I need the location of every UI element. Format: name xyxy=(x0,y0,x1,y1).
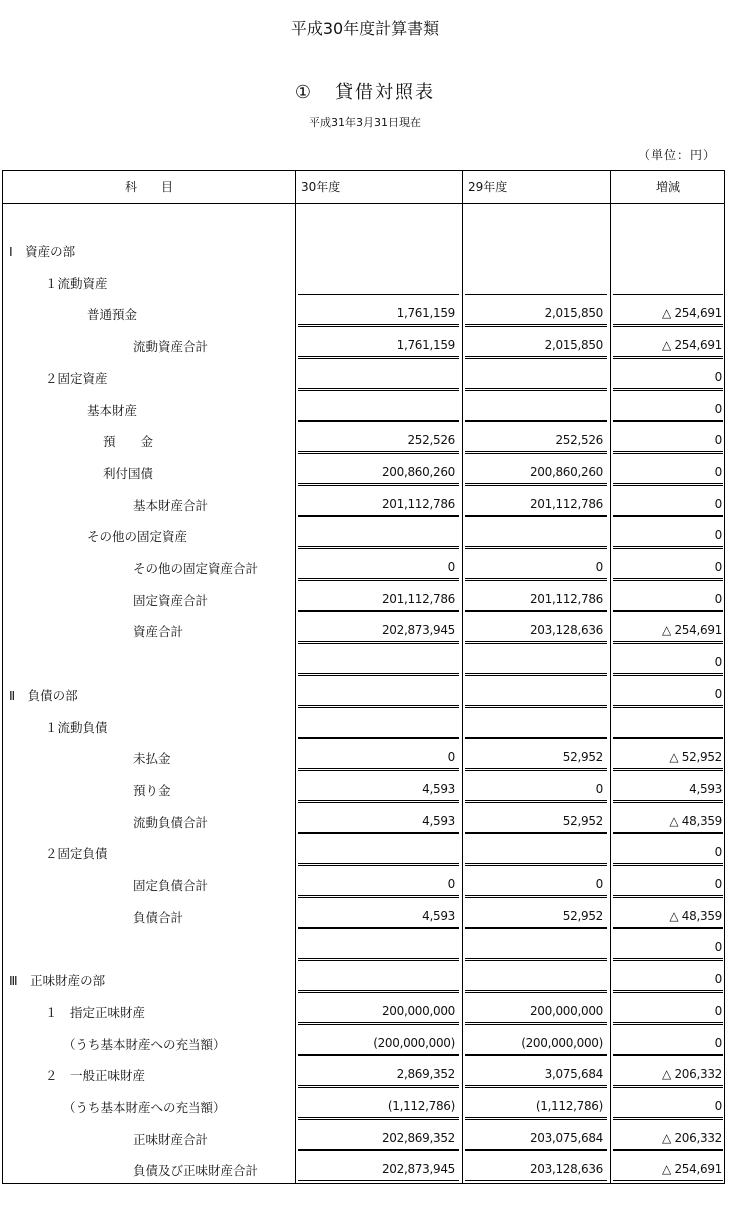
cell-border xyxy=(613,960,723,961)
cell-border xyxy=(465,548,607,549)
row-label: 基本財産 xyxy=(87,402,138,418)
change-value: 0 xyxy=(714,591,722,606)
balance-sheet-table xyxy=(2,170,725,1184)
cell-border xyxy=(298,326,459,327)
prior-year-value: 0 xyxy=(595,560,603,574)
cell-border xyxy=(298,643,459,644)
cell-border xyxy=(298,421,459,422)
prior-year-value: 0 xyxy=(595,877,603,891)
row-label: （うち基本財産への充当額） xyxy=(63,1036,226,1052)
cell-border xyxy=(613,833,723,834)
row-label: 利付国債 xyxy=(103,465,154,481)
current-year-value: 0 xyxy=(447,877,455,891)
row-label: 固定負債合計 xyxy=(133,878,209,893)
current-year-value: 252,526 xyxy=(407,433,455,448)
row-label: その他の固定資産合計 xyxy=(133,561,259,576)
row-label: 正味財産合計 xyxy=(133,1131,209,1147)
row-label: 負債及び正味財産合計 xyxy=(133,1163,259,1179)
current-year-value: 201,112,786 xyxy=(381,591,455,606)
prior-year-value: 201,112,786 xyxy=(529,496,603,511)
change-value: 0 xyxy=(714,686,722,701)
row-label: １流動負債 xyxy=(45,719,108,735)
change-value: △ 254,691 xyxy=(662,338,722,353)
current-year-value: 200,860,260 xyxy=(381,464,455,479)
cell-border xyxy=(298,548,459,549)
cell-border xyxy=(465,1119,607,1120)
cell-border xyxy=(298,453,459,454)
change-value: 0 xyxy=(714,433,722,448)
cell-border xyxy=(613,453,723,454)
current-year-value: 202,873,945 xyxy=(381,1162,455,1177)
current-year-value: (200,000,000) xyxy=(373,1035,455,1050)
header-subject: 科 目 xyxy=(124,180,173,194)
column-divider xyxy=(610,171,611,1183)
cell-border xyxy=(298,516,459,517)
prior-year-value: 203,075,684 xyxy=(529,1130,603,1145)
cell-border xyxy=(298,707,459,708)
cell-border xyxy=(298,294,459,295)
prior-year-value: 200,000,000 xyxy=(529,1003,603,1018)
cell-border xyxy=(465,865,607,866)
current-year-value: 1,761,159 xyxy=(396,306,455,321)
row-label: その他の固定資産 xyxy=(87,529,188,545)
row-label: 負債合計 xyxy=(133,909,184,925)
cell-border xyxy=(298,833,459,834)
row-label: ２ 一般正味財産 xyxy=(45,1068,146,1084)
row-label: 普通預金 xyxy=(87,307,138,323)
cell-border xyxy=(613,1087,723,1088)
change-value: 0 xyxy=(714,877,722,891)
cell-border xyxy=(298,960,459,961)
current-year-value: 4,593 xyxy=(422,781,455,796)
prior-year-value: (1,112,786) xyxy=(535,1098,603,1113)
cell-border xyxy=(465,1180,607,1181)
prior-year-value: 203,128,636 xyxy=(529,1162,603,1177)
cell-border xyxy=(613,294,723,295)
current-year-value: 0 xyxy=(447,750,455,765)
statement-name: 貸借対照表 xyxy=(335,82,436,103)
cell-border xyxy=(465,960,607,961)
cell-border xyxy=(465,1055,607,1056)
unit-label: （単位：円） xyxy=(637,148,716,162)
cell-border xyxy=(613,865,723,866)
cell-border xyxy=(465,897,607,898)
cell-border xyxy=(465,485,607,486)
cell-border xyxy=(298,770,459,771)
cell-border xyxy=(613,516,723,517)
cell-border xyxy=(613,770,723,771)
cell-border xyxy=(298,485,459,486)
cell-border xyxy=(613,1150,723,1151)
current-year-value: 200,000,000 xyxy=(381,1003,455,1018)
change-value: 0 xyxy=(714,1003,722,1018)
header-prior-year: 29年度 xyxy=(468,180,508,194)
cell-border xyxy=(613,1024,723,1025)
change-value: △ 254,691 xyxy=(662,306,722,321)
change-value: △ 52,952 xyxy=(669,750,722,765)
cell-border xyxy=(298,1150,459,1151)
cell-border xyxy=(465,1024,607,1025)
cell-border xyxy=(465,358,607,359)
current-year-value: 4,593 xyxy=(422,813,455,828)
prior-year-value: 3,075,684 xyxy=(544,1067,603,1082)
row-label: 預り金 xyxy=(133,782,171,798)
cell-border xyxy=(613,643,723,644)
row-label: 流動資産合計 xyxy=(133,339,209,355)
cell-border xyxy=(465,516,607,517)
cell-border xyxy=(298,897,459,898)
cell-border xyxy=(298,1119,459,1120)
current-year-value: 2,869,352 xyxy=(396,1067,455,1082)
change-value: 0 xyxy=(714,972,722,987)
prior-year-value: 200,860,260 xyxy=(529,464,603,479)
cell-border xyxy=(465,992,607,993)
current-year-value: 4,593 xyxy=(422,908,455,923)
cell-border xyxy=(465,802,607,803)
cell-border xyxy=(613,548,723,549)
prior-year-value: 52,952 xyxy=(562,908,603,923)
header-bottom-line xyxy=(3,203,724,204)
cell-border xyxy=(298,611,459,612)
cell-border xyxy=(613,928,723,929)
cell-border xyxy=(465,643,607,644)
prior-year-value: 52,952 xyxy=(562,813,603,828)
cell-border xyxy=(465,833,607,834)
current-year-value: 201,112,786 xyxy=(381,496,455,511)
change-value: 0 xyxy=(714,655,722,670)
prior-year-value: 2,015,850 xyxy=(544,338,603,353)
cell-border xyxy=(465,707,607,708)
cell-border xyxy=(298,580,459,581)
row-label: １流動資産 xyxy=(45,275,108,291)
cell-border xyxy=(465,421,607,422)
current-year-value: 1,761,159 xyxy=(396,338,455,353)
row-label: Ⅰ 資産の部 xyxy=(9,244,76,259)
header-change: 増減 xyxy=(655,180,680,194)
row-label: 流動負債合計 xyxy=(133,814,209,830)
cell-border xyxy=(613,485,723,486)
cell-border xyxy=(613,358,723,359)
cell-border xyxy=(613,707,723,708)
cell-border xyxy=(298,1180,459,1181)
change-value: △ 254,691 xyxy=(662,1162,722,1177)
current-year-value: 0 xyxy=(447,560,455,574)
change-value: 4,593 xyxy=(689,781,722,796)
cell-border xyxy=(298,865,459,866)
change-value: △ 48,359 xyxy=(669,813,722,828)
cell-border xyxy=(613,326,723,327)
cell-border xyxy=(298,802,459,803)
row-label: 未払金 xyxy=(133,751,171,767)
cell-border xyxy=(298,738,459,739)
row-label: Ⅲ 正味財産の部 xyxy=(9,973,106,989)
prior-year-value: 52,952 xyxy=(562,750,603,765)
cell-border xyxy=(298,675,459,676)
cell-border xyxy=(298,992,459,993)
cell-border xyxy=(465,580,607,581)
row-label: （うち基本財産への充当額） xyxy=(63,1099,226,1115)
cell-border xyxy=(465,390,607,391)
row-label: 資産合計 xyxy=(133,624,184,640)
as-of-date: 平成31年3月31日現在 xyxy=(309,116,421,129)
cell-border xyxy=(465,928,607,929)
change-value: 0 xyxy=(714,940,722,955)
column-divider xyxy=(295,171,296,1183)
cell-border xyxy=(613,675,723,676)
cell-border xyxy=(613,802,723,803)
change-value: 0 xyxy=(714,1035,722,1050)
document-title: 平成30年度計算書類 xyxy=(290,19,440,38)
current-year-value: (1,112,786) xyxy=(387,1098,455,1113)
cell-border xyxy=(465,611,607,612)
cell-border xyxy=(298,1024,459,1025)
column-divider xyxy=(462,171,463,1183)
cell-border xyxy=(613,421,723,422)
cell-border xyxy=(613,1119,723,1120)
change-value: 0 xyxy=(714,1098,722,1113)
change-value: 0 xyxy=(714,401,722,416)
cell-border xyxy=(613,1180,723,1181)
cell-border xyxy=(613,580,723,581)
row-label: Ⅱ 負債の部 xyxy=(9,687,78,703)
cell-border xyxy=(613,992,723,993)
row-label: ２固定負債 xyxy=(45,846,108,862)
change-value: 0 xyxy=(714,845,722,860)
cell-border xyxy=(465,770,607,771)
prior-year-value: (200,000,000) xyxy=(521,1035,603,1050)
change-value: △ 206,332 xyxy=(662,1067,722,1082)
cell-border xyxy=(298,358,459,359)
prior-year-value: 201,112,786 xyxy=(529,591,603,606)
current-year-value: 202,869,352 xyxy=(381,1130,455,1145)
change-value: 0 xyxy=(714,560,722,574)
change-value: △ 254,691 xyxy=(662,623,722,638)
cell-border xyxy=(298,1087,459,1088)
prior-year-value: 203,128,636 xyxy=(529,623,603,638)
change-value: △ 48,359 xyxy=(669,908,722,923)
change-value: 0 xyxy=(714,496,722,511)
row-label: 固定資産合計 xyxy=(133,592,209,608)
cell-border xyxy=(613,897,723,898)
prior-year-value: 2,015,850 xyxy=(544,306,603,321)
cell-border xyxy=(298,1055,459,1056)
cell-border xyxy=(465,294,607,295)
row-label: 預 金 xyxy=(103,434,154,450)
cell-border xyxy=(465,675,607,676)
change-value: 0 xyxy=(714,464,722,479)
cell-border xyxy=(298,928,459,929)
change-value: 0 xyxy=(714,369,722,384)
current-year-value: 202,873,945 xyxy=(381,623,455,638)
section-number: ① xyxy=(294,82,314,103)
cell-border xyxy=(465,738,607,739)
change-value: △ 206,332 xyxy=(662,1130,722,1145)
prior-year-value: 252,526 xyxy=(555,433,603,448)
header-current-year: 30年度 xyxy=(301,180,341,194)
statement-title xyxy=(0,78,730,104)
cell-border xyxy=(298,390,459,391)
change-value: 0 xyxy=(714,528,722,543)
cell-border xyxy=(613,738,723,739)
cell-border xyxy=(613,390,723,391)
row-label: 基本財産合計 xyxy=(133,497,209,513)
prior-year-value: 0 xyxy=(595,781,603,796)
cell-border xyxy=(465,1087,607,1088)
row-label: １ 指定正味財産 xyxy=(45,1004,146,1020)
cell-border xyxy=(613,1055,723,1056)
cell-border xyxy=(465,453,607,454)
cell-border xyxy=(465,1150,607,1151)
cell-border xyxy=(465,326,607,327)
row-label: ２固定資産 xyxy=(45,370,108,386)
cell-border xyxy=(613,611,723,612)
